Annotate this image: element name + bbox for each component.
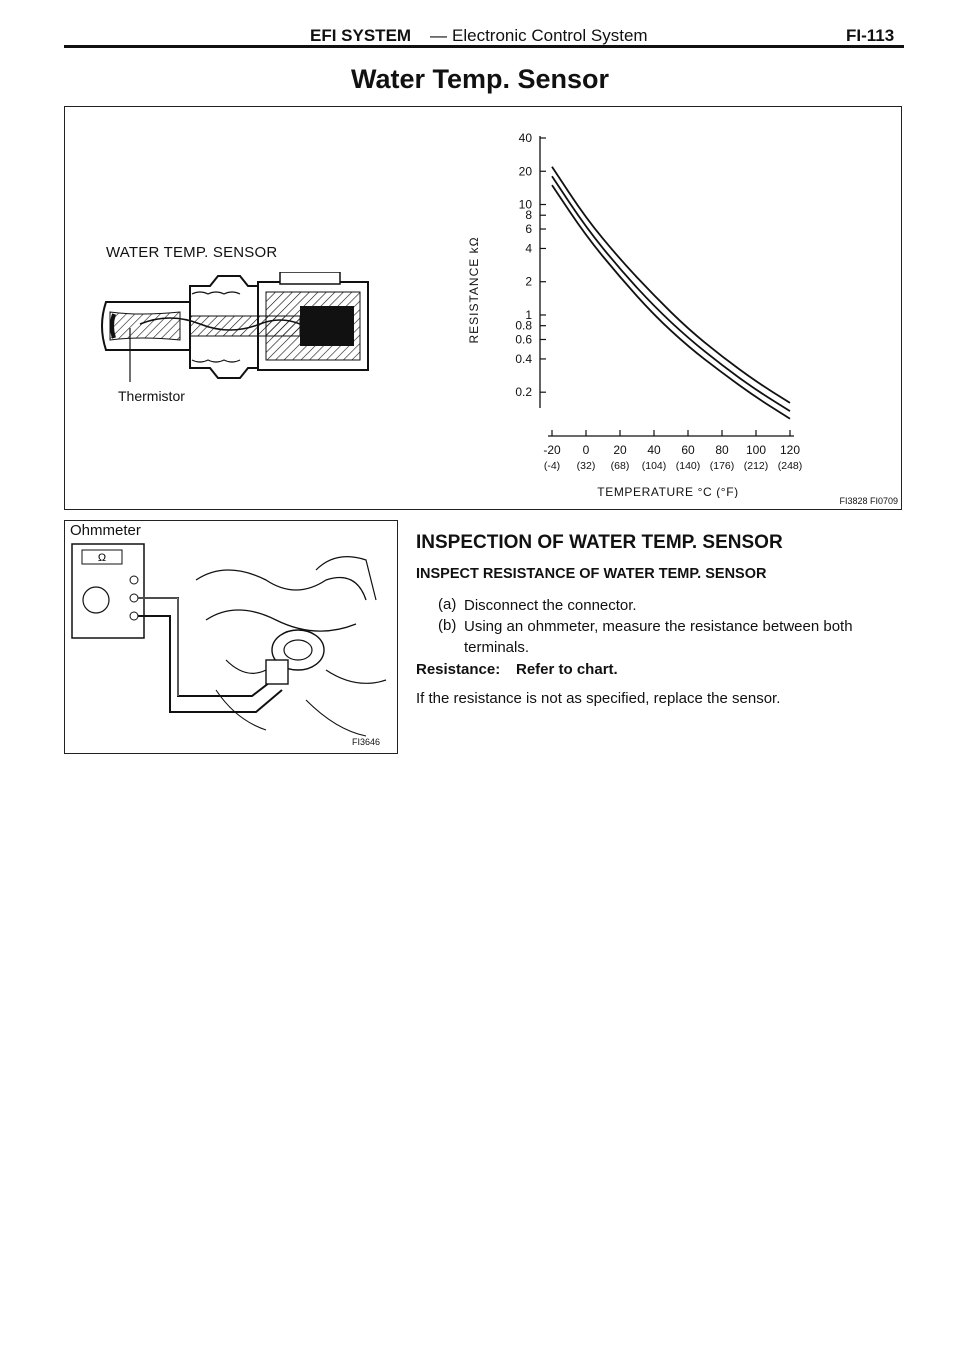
inspection-heading: INSPECTION OF WATER TEMP. SENSOR <box>416 532 783 553</box>
y-tick-label: 6 <box>525 222 532 237</box>
resistance-label: Resistance: <box>416 661 501 678</box>
resistance-temperature-chart <box>440 110 840 498</box>
x-tick-label-c: 40 <box>647 443 661 457</box>
y-tick-label: 8 <box>525 208 532 223</box>
inspect-subheading: INSPECT RESISTANCE OF WATER TEMP. SENSOR <box>416 566 767 582</box>
x-tick-label-f: (68) <box>610 460 630 472</box>
page-number: FI-113 <box>846 26 895 45</box>
x-tick-label-f: (248) <box>777 460 803 472</box>
x-tick-label-c: 0 <box>582 443 590 457</box>
x-tick-label-c: 100 <box>745 443 767 457</box>
x-axis-label: TEMPERATURE °C (°F) <box>597 485 739 498</box>
series-line-2 <box>552 176 790 411</box>
y-tick-label: 0.6 <box>515 332 532 347</box>
sensor-label: WATER TEMP. SENSOR <box>106 244 278 261</box>
y-tick-label: 0.8 <box>515 318 532 333</box>
step-a-label: (a) <box>438 596 457 613</box>
series-line-1 <box>552 167 790 403</box>
header-section-title: EFI SYSTEM <box>310 26 412 45</box>
figure1-code: FI3828 FI0709 <box>839 496 898 506</box>
sensor-cutaway-drawing <box>100 272 390 382</box>
header-separator: — <box>430 26 447 45</box>
y-tick-label: 0.4 <box>515 351 532 366</box>
x-tick-label-f: (-4) <box>543 460 561 472</box>
meter-symbol: Ω <box>97 552 107 564</box>
y-tick-label: 0.2 <box>515 385 532 400</box>
x-tick-label-c: 60 <box>681 443 695 457</box>
step-a-text: Disconnect the connector. <box>464 597 637 614</box>
y-tick-label: 40 <box>518 131 532 145</box>
x-tick-label-f: (140) <box>675 460 701 472</box>
resistance-value: Refer to chart. <box>516 661 618 678</box>
x-tick-label-c: 120 <box>779 443 801 457</box>
x-tick-label-f: (32) <box>576 460 596 472</box>
y-tick-label: 10 <box>518 197 532 212</box>
page-title: Water Temp. Sensor <box>350 64 610 94</box>
final-note: If the resistance is not as specified, replace the sensor. <box>416 690 781 707</box>
y-tick-label: 20 <box>518 164 532 179</box>
x-tick-label-c: 20 <box>613 443 627 457</box>
x-tick-label-f: (104) <box>641 460 667 472</box>
y-axis-label: RESISTANCE kΩ <box>467 236 481 344</box>
figure2-code: FI3646 <box>352 737 381 747</box>
x-tick-label-c: -20 <box>543 443 561 457</box>
y-tick-label: 1 <box>525 307 532 322</box>
header-subtitle: Electronic Control System <box>452 26 648 45</box>
header-rule <box>64 45 904 48</box>
x-tick-label-c: 80 <box>715 443 729 457</box>
y-tick-label: 4 <box>525 241 532 256</box>
y-tick-label: 2 <box>525 274 532 289</box>
step-b-label: (b) <box>438 617 457 634</box>
thermistor-label: Thermistor <box>118 388 185 404</box>
ohmmeter-label: Ohmmeter <box>70 522 141 539</box>
x-tick-label-f: (212) <box>743 460 769 472</box>
ohmmeter-connection-drawing <box>66 540 396 752</box>
x-tick-label-f: (176) <box>709 460 735 472</box>
step-b-text: Using an ohmmeter, measure the resistance between both terminals. <box>464 618 853 656</box>
